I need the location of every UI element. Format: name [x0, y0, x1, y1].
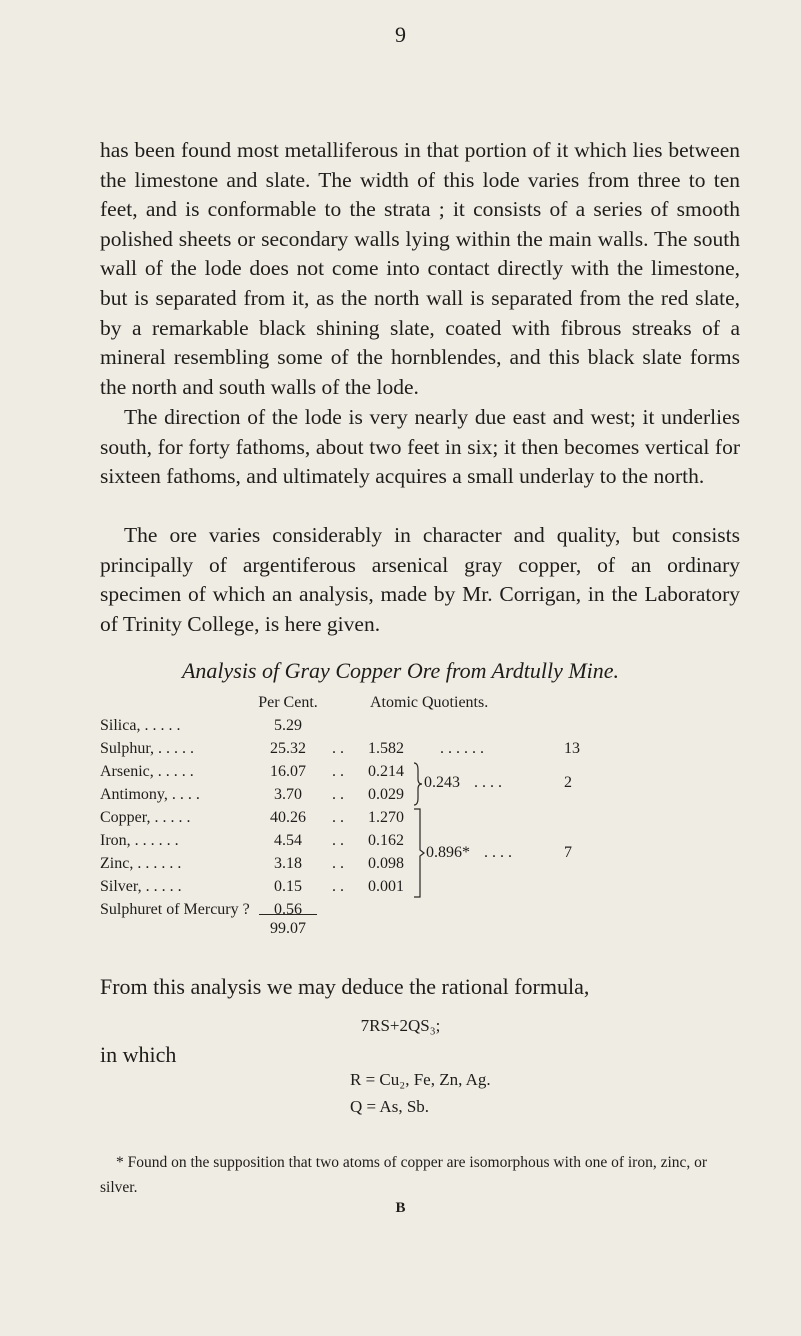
in-which-text: in which [100, 1042, 177, 1067]
row-dots-zinc: . . [332, 855, 344, 872]
row-label-zinc: Zinc, . . . . . . [100, 855, 182, 872]
row-quotient-iron: 0.162 [368, 832, 404, 849]
conclusion-text: From this analysis we may deduce the rational formula, [100, 974, 590, 999]
paragraph-text: The direction of the lode is very nearly due east and west; it underlies south, for forty fathoms, about two feet in six; it then becomes vertical for sixteen fathoms, and ultimately acquires a small underlay to the north. [100, 405, 740, 489]
sulphur-value: 13 [564, 740, 580, 757]
row-percent-iron: 4.54 [274, 832, 302, 849]
row-label-sulphur: Sulphur, . . . . . [100, 740, 195, 757]
row-dots-sulphur: . . [332, 740, 344, 757]
row-quotient-sulphur: 1.582 [368, 740, 404, 757]
table-title: Analysis of Gray Copper Ore from Ardtully Mine. [181, 658, 620, 683]
row-percent-silver: 0.15 [274, 878, 302, 895]
rational-formula: 7RS+2QS₃; [360, 1016, 441, 1035]
row-percent-sulphur: 25.32 [270, 740, 306, 757]
sulphur-leader-dots: . . . . . . [440, 740, 484, 757]
row-label-copper: Copper, . . . . . [100, 809, 191, 826]
row-quotient-antimony: 0.029 [368, 786, 404, 803]
header-quotients: Atomic Quotients. [370, 694, 489, 711]
group-2-sum: 0.896* [426, 844, 470, 861]
row-dots-copper: . . [332, 809, 344, 826]
group-1-dots: . . . . [474, 774, 502, 791]
row-quotient-arsenic: 0.214 [368, 763, 404, 780]
row-percent-zinc: 3.18 [274, 855, 302, 872]
row-label-iron: Iron, . . . . . . [100, 832, 179, 849]
formula-q-definition: Q = As, Sb. [350, 1097, 430, 1116]
row-label-mercury: Sulphuret of Mercury ? [100, 901, 250, 918]
page-number: 9 [395, 22, 406, 47]
group-1-value: 2 [564, 774, 572, 791]
row-quotient-zinc: 0.098 [368, 855, 404, 872]
signature-mark: B [395, 1200, 406, 1216]
row-percent-copper: 40.26 [270, 809, 306, 826]
group-2-dots: . . . . [484, 844, 512, 861]
brace-group-2 [412, 806, 426, 900]
paragraph-text: The ore varies considerably in character and quality, but consists principally of argentiferous arsenical gray copper, of an ordinary specimen of which an analysis, made by Mr. Corrigan, in the Laboratory of Trinity College, is here given. [100, 523, 740, 636]
row-label-silica: Silica, . . . . . [100, 717, 181, 734]
row-label-antimony: Antimony, . . . . [100, 786, 200, 803]
formula-r-definition: R = Cu₂, Fe, Zn, Ag. [350, 1070, 491, 1089]
table-total: 99.07 [270, 920, 306, 937]
row-dots-arsenic: . . [332, 763, 344, 780]
row-percent-silica: 5.29 [274, 717, 302, 734]
row-dots-antimony: . . [332, 786, 344, 803]
footnote: * Found on the supposition that two atoms of copper are isomorphous with one of iron, zinc, or silver. [100, 1154, 708, 1196]
row-percent-antimony: 3.70 [274, 786, 302, 803]
row-percent-mercury: 0.56 [274, 901, 302, 918]
total-rule [259, 914, 317, 915]
row-dots-iron: . . [332, 832, 344, 849]
row-percent-arsenic: 16.07 [270, 763, 306, 780]
group-1-sum: 0.243 [424, 774, 460, 791]
row-label-arsenic: Arsenic, . . . . . [100, 763, 194, 780]
header-percent: Per Cent. [258, 694, 318, 711]
brace-group-1 [412, 760, 424, 808]
row-quotient-silver: 0.001 [368, 878, 404, 895]
row-dots-silver: . . [332, 878, 344, 895]
row-label-silver: Silver, . . . . . [100, 878, 182, 895]
group-2-value: 7 [564, 844, 572, 861]
paragraph-text: has been found most metalliferous in that portion of it which lies between the limestone and slate. The width of this lode varies from three to ten feet, and is conformable to the strata ; it consists of a series of smooth polished sheets or secondary walls lying within the main walls. The south wall of the lode does not come into contact directly with the limestone, but is separated from it, as the north wall is separated from the red slate, by a remarkable black shining slate, coated with fibrous streaks of a mineral resembling some of the hornblendes, and this black slate forms the north and south walls of the lode. [100, 138, 740, 399]
row-quotient-copper: 1.270 [368, 809, 404, 826]
